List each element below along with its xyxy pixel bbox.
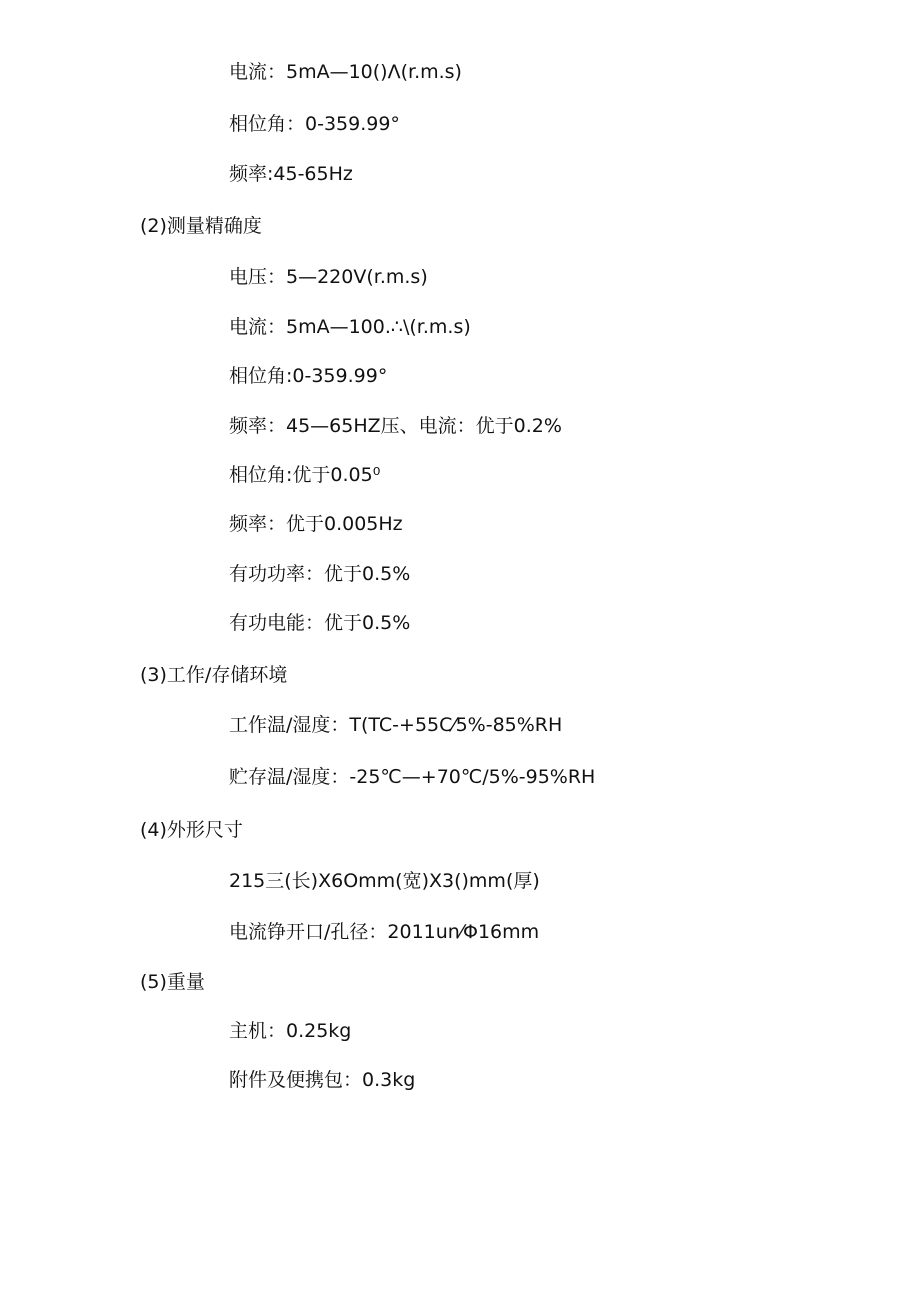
accuracy-voltage: 电压：5—220V(r.m.s) (229, 266, 428, 288)
weight-main-unit: 主机：0.25kg (229, 1020, 352, 1042)
section-heading-dimensions: (4)外形尺寸 (140, 819, 243, 841)
section-heading-weight: (5)重量 (140, 971, 205, 993)
accuracy-frequency-voltage-current: 频率：45—65HZ压、电流：优于0.2% (229, 415, 562, 437)
accuracy-active-energy: 有功电能：优于0.5% (229, 612, 411, 634)
spec-frequency-range: 频率:45-65Hz (229, 163, 353, 185)
dimensions-clamp-opening: 电流铮开口/孔径：2011un⁄Φ16mm (229, 921, 540, 943)
section-heading-environment: (3)工作/存储环境 (140, 664, 288, 686)
accuracy-current: 电流：5mA—100.∴\(r.m.s) (229, 316, 471, 338)
accuracy-phase-angle-range: 相位角:0-359.99° (229, 365, 388, 387)
accuracy-active-power: 有功功率：优于0.5% (229, 563, 411, 585)
dimensions-size: 215三(长)X6Omm(宽)X3()mm(厚) (229, 870, 540, 892)
weight-accessories: 附件及便携包：0.3kg (229, 1069, 416, 1091)
accuracy-phase-angle: 相位角:优于0.05⁰ (229, 464, 381, 486)
env-storage: 贮存温/湿度：-25℃—+70℃/5%-95%RH (229, 766, 596, 788)
accuracy-frequency: 频率：优于0.005Hz (229, 513, 403, 535)
section-heading-accuracy: (2)测量精确度 (140, 215, 262, 237)
env-operating: 工作温/湿度：T(TC-+55C⁄5%-85%RH (229, 714, 563, 736)
spec-phase-angle-range: 相位角：0-359.99° (229, 113, 400, 135)
spec-current-range: 电流：5mA—10()Λ(r.m.s) (229, 61, 462, 83)
